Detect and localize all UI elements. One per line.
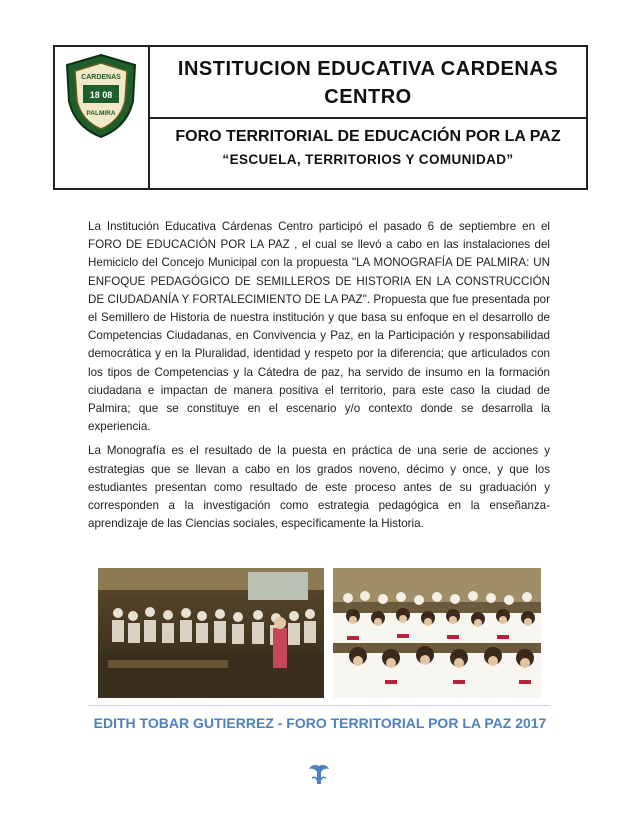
institution-title: INSTITUCION EDUCATIVA CARDENAS CENTRO — [177, 58, 559, 108]
subtitle-cell — [150, 119, 586, 188]
forum-slogan: “ESCUELA, TERRITORIOS Y COMUNIDAD” — [222, 152, 514, 167]
logo-cell — [55, 47, 150, 188]
crest-top-text: CARDENAS — [81, 74, 121, 81]
crest-bottom-text: PALMIRA — [86, 110, 116, 117]
footer-divider — [88, 705, 550, 706]
audience-photo — [333, 568, 541, 698]
header-table — [53, 45, 588, 190]
forum-title: FORO TERRITORIAL DE EDUCACIÓN POR LA PAZ — [175, 128, 561, 145]
footer-caption: EDITH TOBAR GUTIERREZ - FORO TERRITORIAL POR LA PAZ 2017 — [93, 715, 547, 731]
paragraph-1: La Institución Educativa Cárdenas Centro participó el pasado 6 de septiembre en el FORO DE EDUCACIÓN POR LA PAZ , el cual se llevó a cabo en las instalaciones del Hemiciclo del Concejo Municipal con la propuesta "LA MONOGRAFÍA DE PALMIRA: UN ENFOQUE PEDAGÓGICO DE SEMILLEROS DE HISTORIA EN LA CONSTRUCCIÓN DE CIUDADANÍA Y FORTALECIMIENTO DE LA PAZ". Propuesta que fue presentada por el Semillero de Historia de nuestra institución y que basa su enfoque en el desarrollo de Competencias Ciudadanas, en Convivencia y Paz, en la Participación y responsabilidad democrática y en la Pluralidad, identidad y respeto por la diferencia; que articulados con los tipos de Competencias y la Cátedra de paz, ha servido de insumo en la formación ciudadana e impactan de manera positiva el territorio, para este caso la ciudad de Palmira; que se constituye en el escenario y/o contexto donde se desarrolla la experiencia. — [88, 220, 550, 434]
crest-number: 18 08 — [89, 90, 113, 100]
title-cell — [150, 47, 586, 119]
article-body — [88, 218, 550, 539]
fleuron-icon — [306, 762, 332, 788]
paragraph-2: La Monografía es el resultado de la puesta en práctica de una serie de acciones y estrategias que se llevan a cabo en los grados noveno, décimo y once, y que los estudiantes presentan como resultado de este proceso antes de su graduación y corresponden a la investigación como estrategia pedagógica en la enseñanza-aprendizaje de las Ciencias sociales, específicamente la Historia. — [88, 444, 550, 531]
council-hall-photo — [98, 568, 324, 698]
school-crest-icon — [61, 51, 141, 141]
